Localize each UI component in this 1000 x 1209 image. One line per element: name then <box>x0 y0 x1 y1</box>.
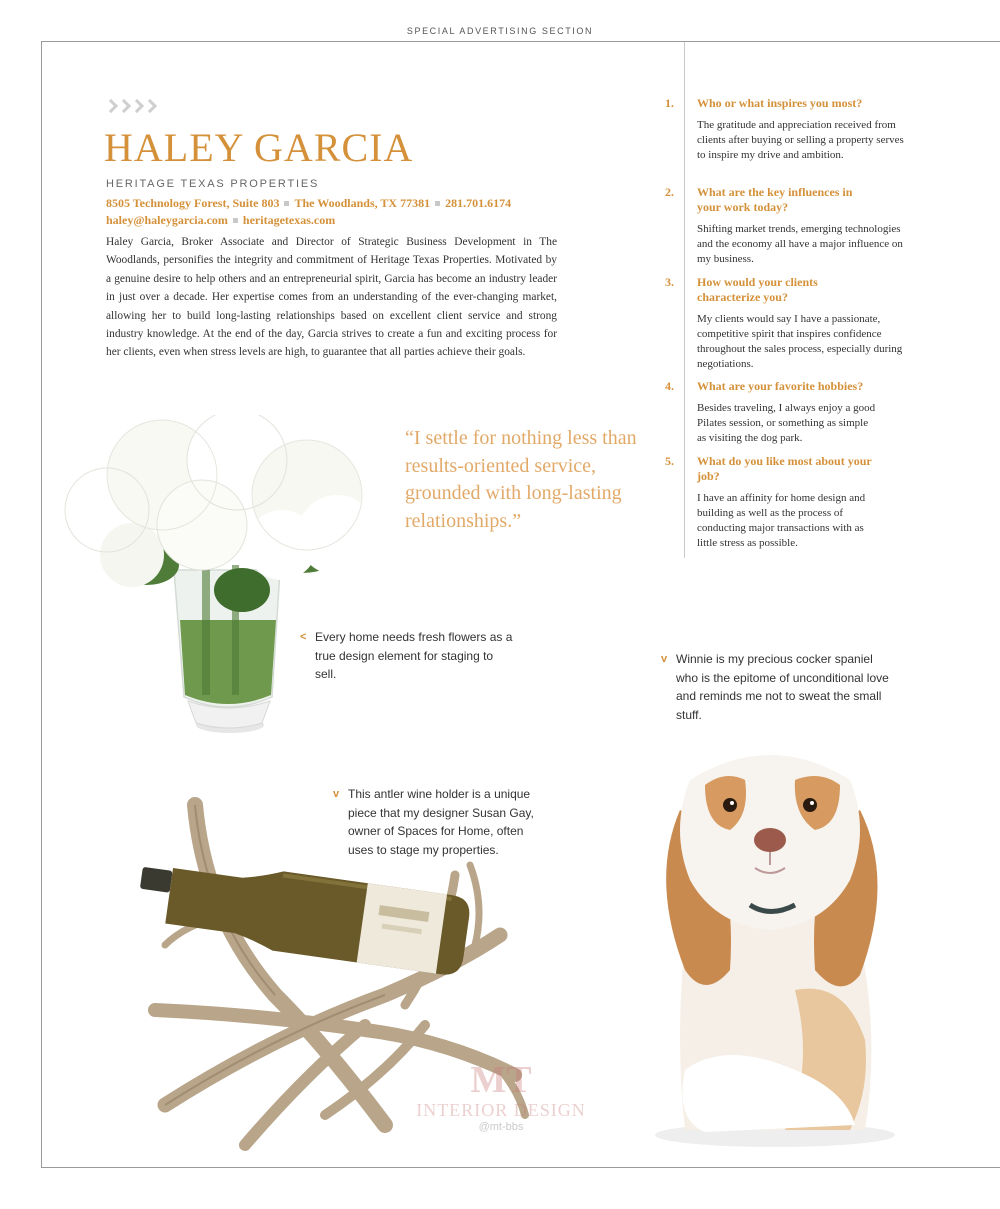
qa-answer: The gratitude and appreciation received from clients after buying or selling a property serves to inspire my drive and ambition. <box>697 119 904 161</box>
separator-icon <box>233 218 238 223</box>
flowers-caption-text: Every home needs fresh flowers as a true design element for staging to sell. <box>315 630 513 681</box>
contact-info <box>106 195 511 229</box>
caption-arrow-down-icon: v <box>661 653 668 665</box>
pull-quote: “I settle for nothing less than results-oriented service, grounded with long-lasting relationships.” <box>405 427 637 532</box>
antler-caption-text: This antler wine holder is a unique piece that my designer Susan Gay, owner of Spaces for Home, often uses to stage my properties. <box>348 787 534 857</box>
qa-item <box>665 379 915 446</box>
qa-number: 2. <box>665 185 674 199</box>
dog-image <box>645 740 900 1150</box>
city: The Woodlands, TX 77381 <box>294 196 431 210</box>
watermark <box>396 1060 606 1133</box>
qa-question: How would your clients characterize you? <box>697 275 818 304</box>
flowers-caption <box>300 628 515 684</box>
qa-question: What are the key influences in your work today? <box>697 185 853 214</box>
phone: 281.701.6174 <box>445 196 512 210</box>
qa-question: Who or what inspires you most? <box>697 96 863 110</box>
dog-caption <box>661 650 891 724</box>
separator-icon <box>284 201 289 206</box>
qa-number: 3. <box>665 275 674 289</box>
watermark-logo-icon: MT <box>470 1059 532 1101</box>
qa-answer: I have an affinity for home design and building as well as the process of conducting major transactions with as little stress as possible. <box>697 492 866 549</box>
watermark-sub: @mt-bbs <box>478 1121 524 1133</box>
qa-number: 5. <box>665 454 674 468</box>
chevron-decoration-icon <box>106 98 158 116</box>
separator-icon <box>435 201 440 206</box>
section-label: SPECIAL ADVERTISING SECTION <box>406 26 594 36</box>
qa-answer: Shifting market trends, emerging technologies and the economy all have a major influence on my business. <box>697 223 903 265</box>
profile-name: HALEY GARCIA <box>104 125 414 170</box>
qa-answer: My clients would say I have a passionate, competitive spirit that inspires confidence throughout the sales process, especially during negotiations. <box>697 313 903 370</box>
qa-item <box>665 96 915 163</box>
qa-number: 1. <box>665 96 674 110</box>
qa-item <box>665 454 915 551</box>
company-name: HERITAGE TEXAS PROPERTIES <box>106 178 320 190</box>
address: 8505 Technology Forest, Suite 803 <box>106 196 280 210</box>
flower-vase-image <box>52 415 382 750</box>
watermark-title: INTERIOR DESIGN <box>416 1100 586 1120</box>
caption-arrow-down-icon: v <box>333 788 340 800</box>
website-link[interactable]: heritagetexas.com <box>242 213 336 227</box>
qa-question: What are your favorite hobbies? <box>697 379 864 393</box>
qa-number: 4. <box>665 379 674 393</box>
qa-item <box>665 275 915 372</box>
qa-answer: Besides traveling, I always enjoy a good Pilates session, or something as simple as visiting the dog park. <box>697 402 876 444</box>
email-link[interactable]: haley@haleygarcia.com <box>106 213 228 227</box>
dog-caption-text: Winnie is my precious cocker spaniel who is the epitome of unconditional love and reminds me not to sweat the small stuff. <box>676 652 889 722</box>
qa-item <box>665 185 915 267</box>
bio-paragraph: Haley Garcia, Broker Associate and Director of Strategic Business Development in The Woodlands, personifies the integrity and commitment of Heritage Texas Properties. Motivated by a genuine desire to help others and an entrepreneurial spirit, Garcia has become an industry leader in just over a decade. Her expertise comes from an understanding of the ever-changing market, allowing her to build long-lasting relationships based on excellent client service and strong industry knowledge. At the end of the day, Garcia strives to create a fun and exciting process for her clients, even when stress levels are high, to guarantee that all parties achieve their goals. <box>106 236 557 359</box>
qa-question: What do you like most about your job? <box>697 454 872 483</box>
caption-arrow-left-icon: < <box>300 631 307 643</box>
